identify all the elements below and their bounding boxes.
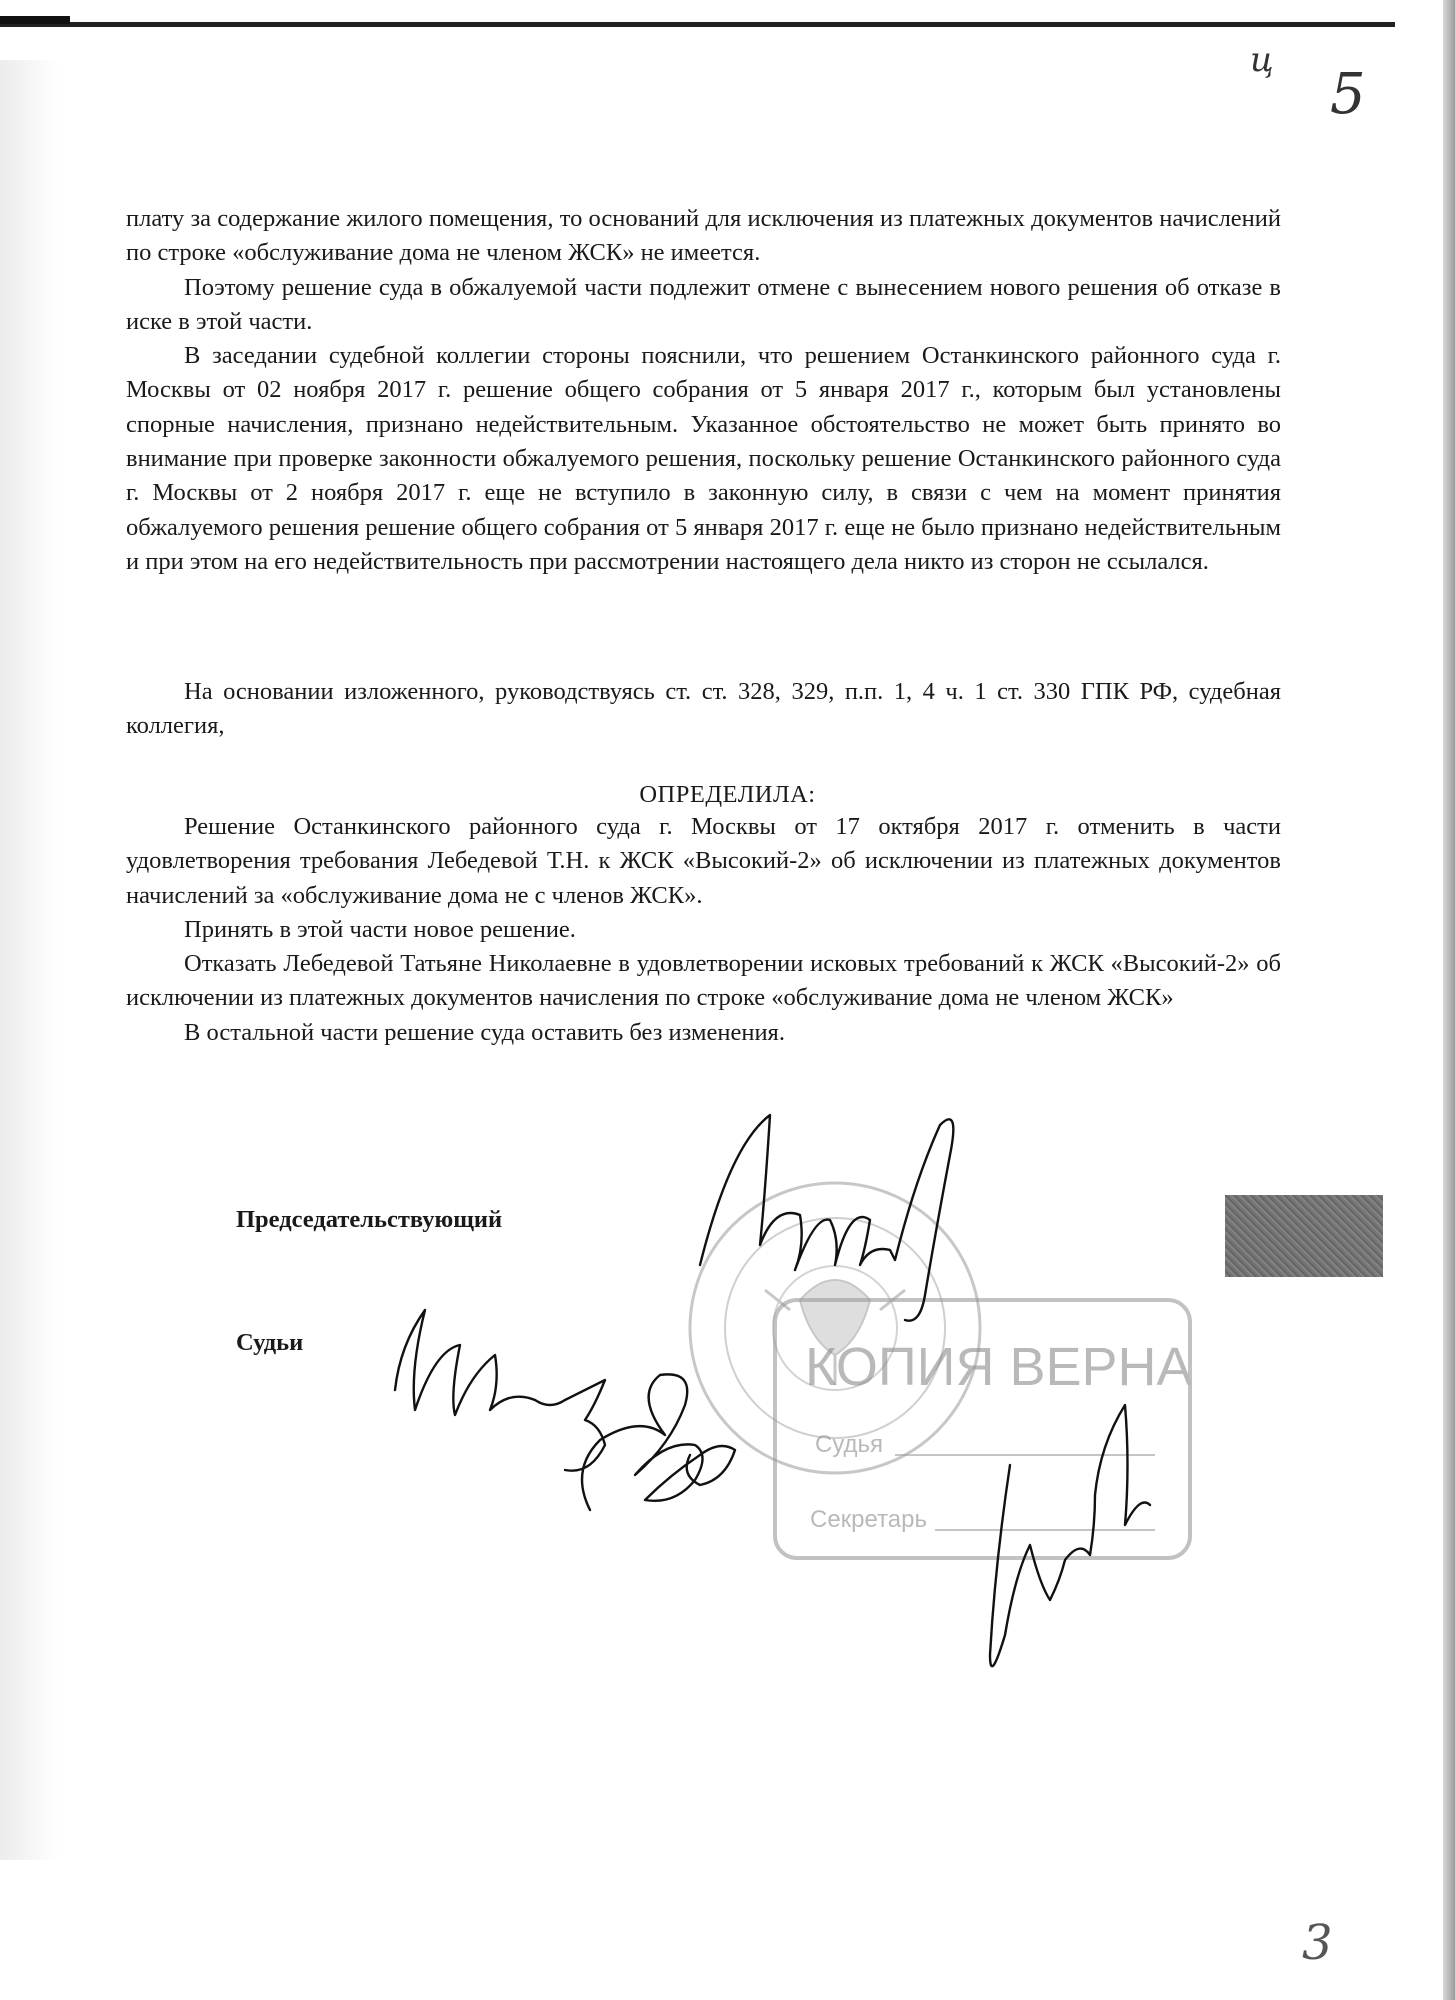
stamp-line-secretary: Секретарь [810, 1506, 927, 1533]
stamp-text: КОПИЯ ВЕРНА [805, 1337, 1193, 1397]
handwritten-page-number: 5 [1330, 62, 1366, 127]
signature-judge-3 [990, 1405, 1150, 1666]
ruling-paragraph: В остальной части решение суда оставить без изменения. [184, 1018, 785, 1046]
ruling-paragraph: Решение Останкинского районного суда г. Москвы от 17 октября 2017 г. отменить в части удовлетворения требования Лебедевой Т.Н. к ЖСК «Высокий-2» об исключении из платежных документов начислений за «обслуживание дома не с членов ЖСК». [126, 813, 1281, 909]
paragraph-hearing: В заседании судебной коллегии стороны пояснили, что решением Останкинского районного суда г. Москвы от 02 ноября 2017 г. решение общего собрания от 5 января 2017 г., которым был установлены спорные начисления, признано недействительным. Указанное обстоятельство не может быть принято во внимание при проверке законности обжалуемого решения, поскольку решение Останкинского районного суда г. Москвы от 2 ноября 2017 г. еще не вступило в законную силу, в связи с чем на момент принятия обжалуемого решения решение общего собрания от 5 января 2017 г. еще не было признано недействительным и при этом на его недействительность при рассмотрении настоящего дела никто из сторон не ссылался. [126, 342, 1281, 575]
signature-judge-1 [395, 1310, 605, 1471]
paragraph-continuation: плату за содержание жилого помещения, то оснований для исключения из платежных документов начислений по строке «обслуживание дома не членом ЖСК» не имеется. [126, 205, 1281, 267]
presiding-judge-label: Председательствующий [236, 1206, 503, 1233]
handwritten-page-mark: ц [1250, 40, 1274, 80]
stamp-line-judge: Судья [815, 1431, 884, 1458]
judges-label: Судьи [236, 1329, 304, 1356]
copy-certified-stamp [775, 1300, 1193, 1558]
ruling-paragraph: Принять в этой части новое решение. [184, 915, 576, 943]
paragraph-basis: На основании изложенного, руководствуясь ст. ст. 328, 329, п.п. 1, 4 ч. 1 ст. 330 ГПК РФ, судебная коллегия, [126, 678, 1281, 740]
ruling-paragraph: Отказать Лебедевой Татьяне Николаевне в удовлетворении исковых требований к ЖСК «Высокий-2» об исключении из платежных документов начисления по строке «обслуживание дома не членом ЖСК» [126, 950, 1281, 1012]
paragraph-conclusion: Поэтому решение суда в обжалуемой части подлежит отмене с вынесением нового решения об отказе в иске в этой части. [126, 273, 1281, 335]
ruling-heading: ОПРЕДЕЛИЛА: [639, 781, 816, 808]
handwritten-bottom-mark: 3 [1302, 1915, 1333, 1971]
